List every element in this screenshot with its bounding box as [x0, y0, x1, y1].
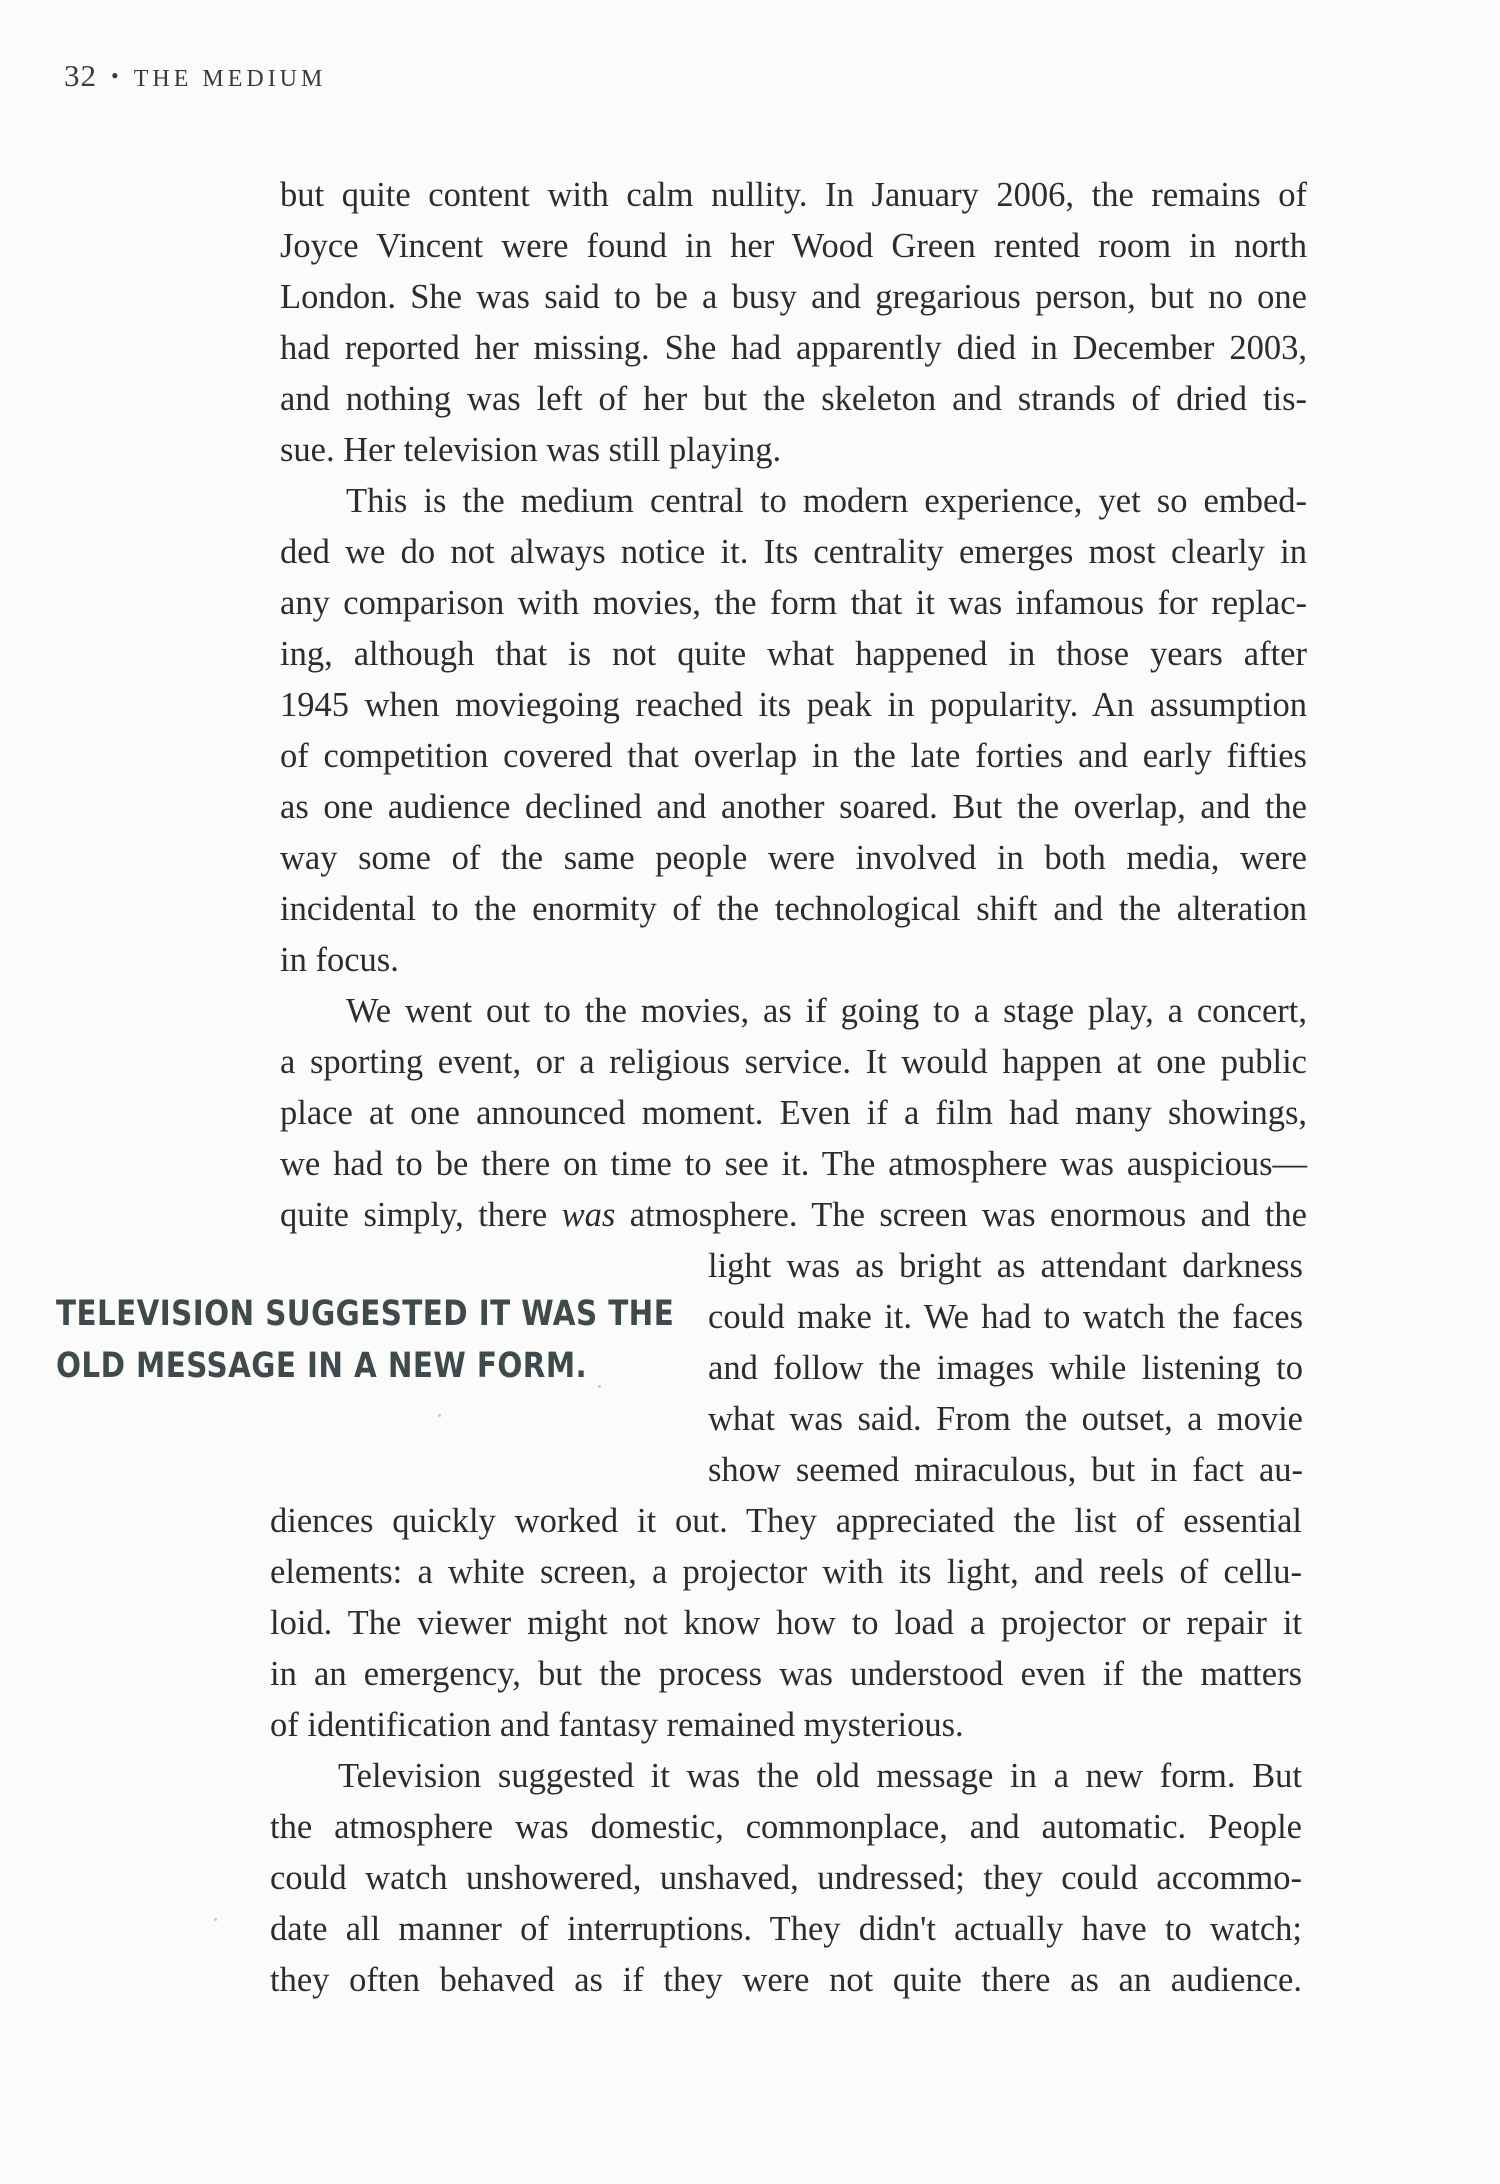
italic-word: was [561, 1196, 616, 1234]
body-line: a sporting event, or a religious service. It would happen at one public [280, 1043, 1307, 1081]
body-line: any comparison with movies, the form that it was infamous for replac- [280, 584, 1307, 622]
body-line: of competition covered that overlap in the late forties and early fifties [280, 737, 1307, 775]
chapter-title: THE MEDIUM [133, 66, 327, 92]
body-line: light was as bright as attendant darkness [708, 1247, 1303, 1285]
body-line: but quite content with calm nullity. In January 2006, the remains of [280, 176, 1307, 214]
body-line: sue. Her television was still playing. [280, 431, 782, 469]
body-line: in an emergency, but the process was understood even if the matters [270, 1655, 1302, 1693]
body-line: of identification and fantasy remained mysterious. [270, 1706, 964, 1744]
body-line: place at one announced moment. Even if a film had many showings, [280, 1094, 1307, 1132]
pull-quote-line: OLD MESSAGE IN A NEW FORM. [56, 1346, 588, 1386]
body-line: as one audience declined and another soared. But the overlap, and the [280, 788, 1307, 826]
scan-speck [214, 1918, 217, 1921]
body-line: Television suggested it was the old message in a new form. But [338, 1757, 1302, 1795]
body-line: way some of the same people were involved in both media, were [280, 839, 1307, 877]
separator-bullet: • [111, 63, 120, 88]
scan-speck [438, 1414, 441, 1417]
body-line: show seemed miraculous, but in fact au- [708, 1451, 1303, 1489]
body-line: the atmosphere was domestic, commonplace, and automatic. People [270, 1808, 1302, 1846]
body-line: what was said. From the outset, a movie [708, 1400, 1303, 1438]
body-line: London. She was said to be a busy and gregarious person, but no one [280, 278, 1307, 316]
body-line: quite simply, there was atmosphere. The screen was enormous and the [280, 1196, 1307, 1234]
body-line: they often behaved as if they were not quite there as an audience. [270, 1961, 1302, 1999]
body-line: 1945 when moviegoing reached its peak in popularity. An assumption [280, 686, 1307, 724]
body-line: and nothing was left of her but the skeleton and strands of dried tis- [280, 380, 1307, 418]
running-head [64, 58, 326, 94]
pull-quote-line: TELEVISION SUGGESTED IT WAS THE [56, 1294, 675, 1334]
body-line: incidental to the enormity of the technological shift and the alteration [280, 890, 1307, 928]
body-line: in focus. [280, 941, 399, 979]
pull-quote [56, 1288, 675, 1392]
page-number: 32 [64, 58, 97, 93]
body-line: Joyce Vincent were found in her Wood Green rented room in north [280, 227, 1307, 265]
body-line: date all manner of interruptions. They didn't actually have to watch; [270, 1910, 1302, 1948]
body-line: and follow the images while listening to [708, 1349, 1303, 1387]
scan-speck [598, 1385, 601, 1388]
body-line: ded we do not always notice it. Its centrality emerges most clearly in [280, 533, 1307, 571]
body-line: could make it. We had to watch the faces [708, 1298, 1303, 1336]
body-line: we had to be there on time to see it. The atmosphere was auspicious— [280, 1145, 1307, 1183]
body-line: diences quickly worked it out. They appreciated the list of essential [270, 1502, 1302, 1540]
body-line: had reported her missing. She had apparently died in December 2003, [280, 329, 1307, 367]
body-line: This is the medium central to modern experience, yet so embed- [346, 482, 1307, 520]
body-line: ing, although that is not quite what happened in those years after [280, 635, 1307, 673]
body-line: We went out to the movies, as if going to a stage play, a concert, [346, 992, 1307, 1030]
body-line: loid. The viewer might not know how to load a projector or repair it [270, 1604, 1302, 1642]
body-line: could watch unshowered, unshaved, undressed; they could accommo- [270, 1859, 1302, 1897]
body-line: elements: a white screen, a projector with its light, and reels of cellu- [270, 1553, 1302, 1591]
